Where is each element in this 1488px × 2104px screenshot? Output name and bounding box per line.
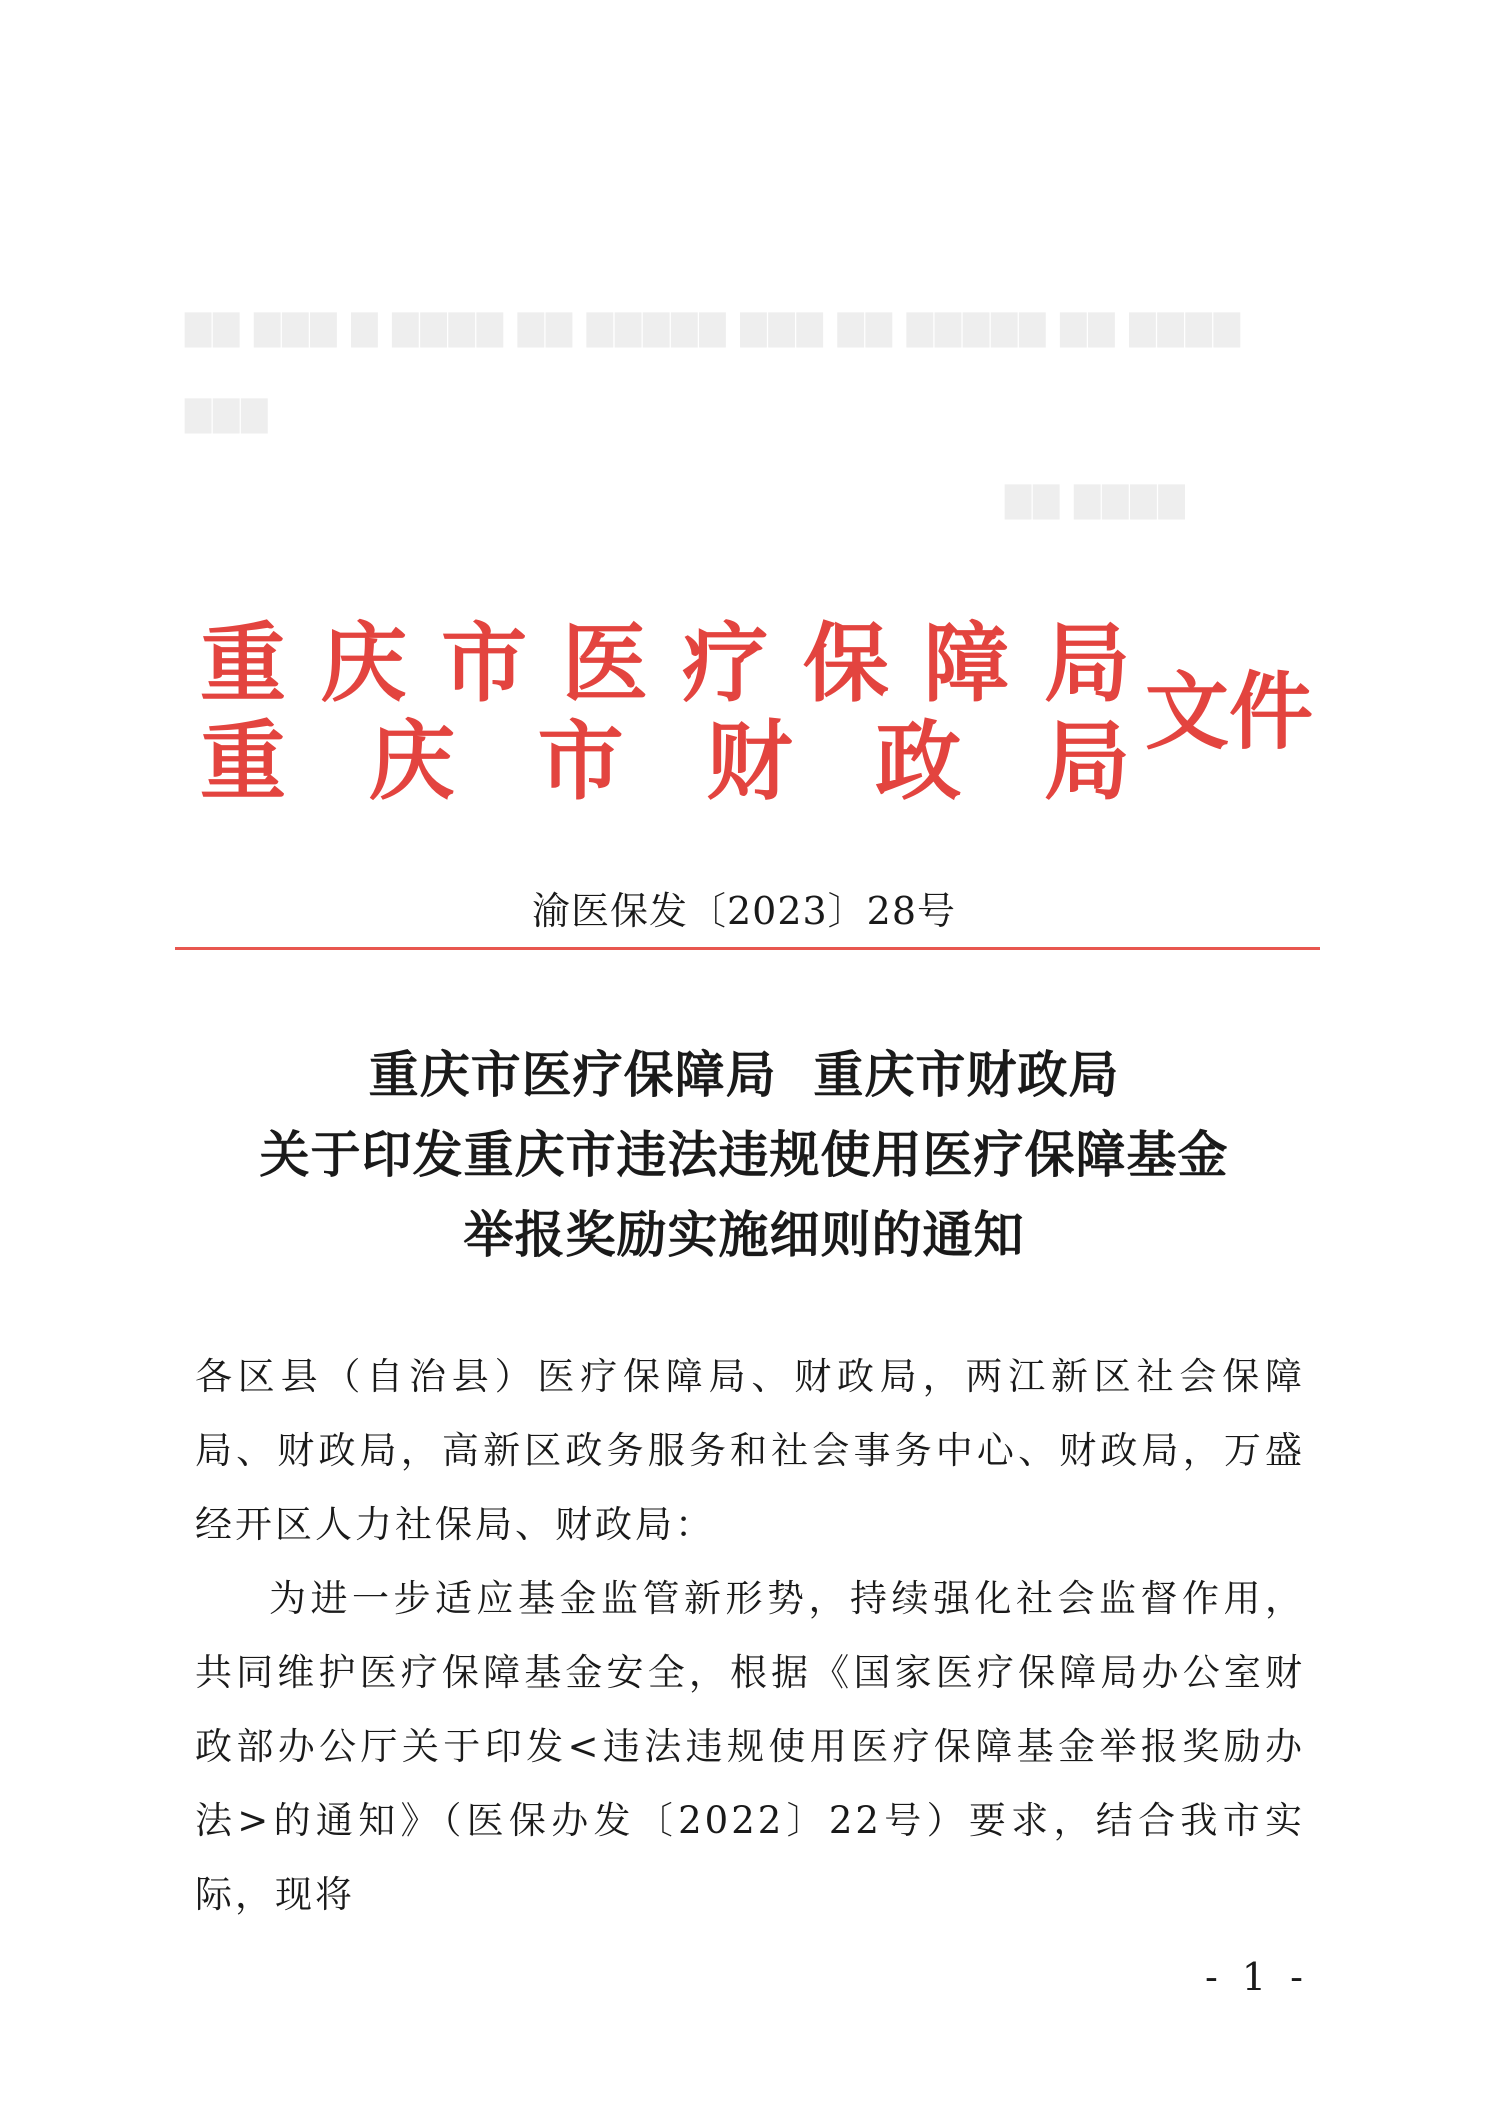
body-paragraph-1: 为进一步适应基金监管新形势，持续强化社会监督作用，共同维护医疗保障基金安全，根据《国家医疗保障局办公室财政部办公厅关于印发<违法违规使用医疗保障基金举报奖励办法>的通知》（医保办发〔2022〕22号）要求，结合我市实际，现将: [195, 1577, 1305, 1916]
issuer-char: 局: [1043, 711, 1130, 812]
show-through-text: ▇▇ ▇▇▇ ▇ ▇▇▇▇ ▇▇ ▇▇▇▇▇ ▇▇▇ ▇▇ ▇▇▇▇▇ ▇▇ ▇▇▇▇ ▇▇▇ ▇▇ ▇▇▇▇: [185, 308, 1242, 520]
issuer-char: 局: [1043, 613, 1130, 714]
letterhead: [200, 615, 1320, 815]
issuer-char: 重: [200, 613, 286, 714]
issuer-char: 政: [875, 711, 962, 812]
issuer-char: 庆: [368, 711, 455, 812]
issuer-char: 障: [923, 613, 1010, 714]
issuer-char: 市: [537, 711, 624, 812]
document-body: [195, 1340, 1305, 1932]
addressee-paragraph: 各区县（自治县）医疗保障局、财政局，两江新区社会保障局、财政局，高新区政务服务和社会事务中心、财政局，万盛经开区人力社保局、财政局：: [195, 1355, 1305, 1546]
issuer-char: 市: [441, 613, 528, 714]
issuer-char: 财: [706, 711, 793, 812]
issuer-char: 保: [802, 613, 889, 714]
issuer-char: 重: [200, 711, 286, 812]
issuer-char: 疗: [682, 613, 769, 714]
issuer-char: 医: [561, 613, 648, 714]
red-divider: [175, 947, 1320, 950]
page-number: - 1 -: [1205, 1955, 1310, 1999]
issuer-line-medical-security-bureau: [200, 615, 1130, 713]
issuer-names: [200, 615, 1130, 811]
issuer-line-finance-bureau: [200, 713, 1130, 811]
title-line-2: 关于印发重庆市违法违规使用医疗保障基金: [259, 1125, 1229, 1184]
title-line-3: 举报奖励实施细则的通知: [463, 1205, 1025, 1264]
document-number: 渝医保发〔2023〕28号: [531, 889, 957, 933]
letterhead-suffix: 文件: [1145, 662, 1314, 761]
document-title: [0, 1035, 1488, 1275]
title-line-1: 重庆市医疗保障局 重庆市财政局: [368, 1045, 1120, 1104]
issuer-char: 庆: [320, 613, 407, 714]
